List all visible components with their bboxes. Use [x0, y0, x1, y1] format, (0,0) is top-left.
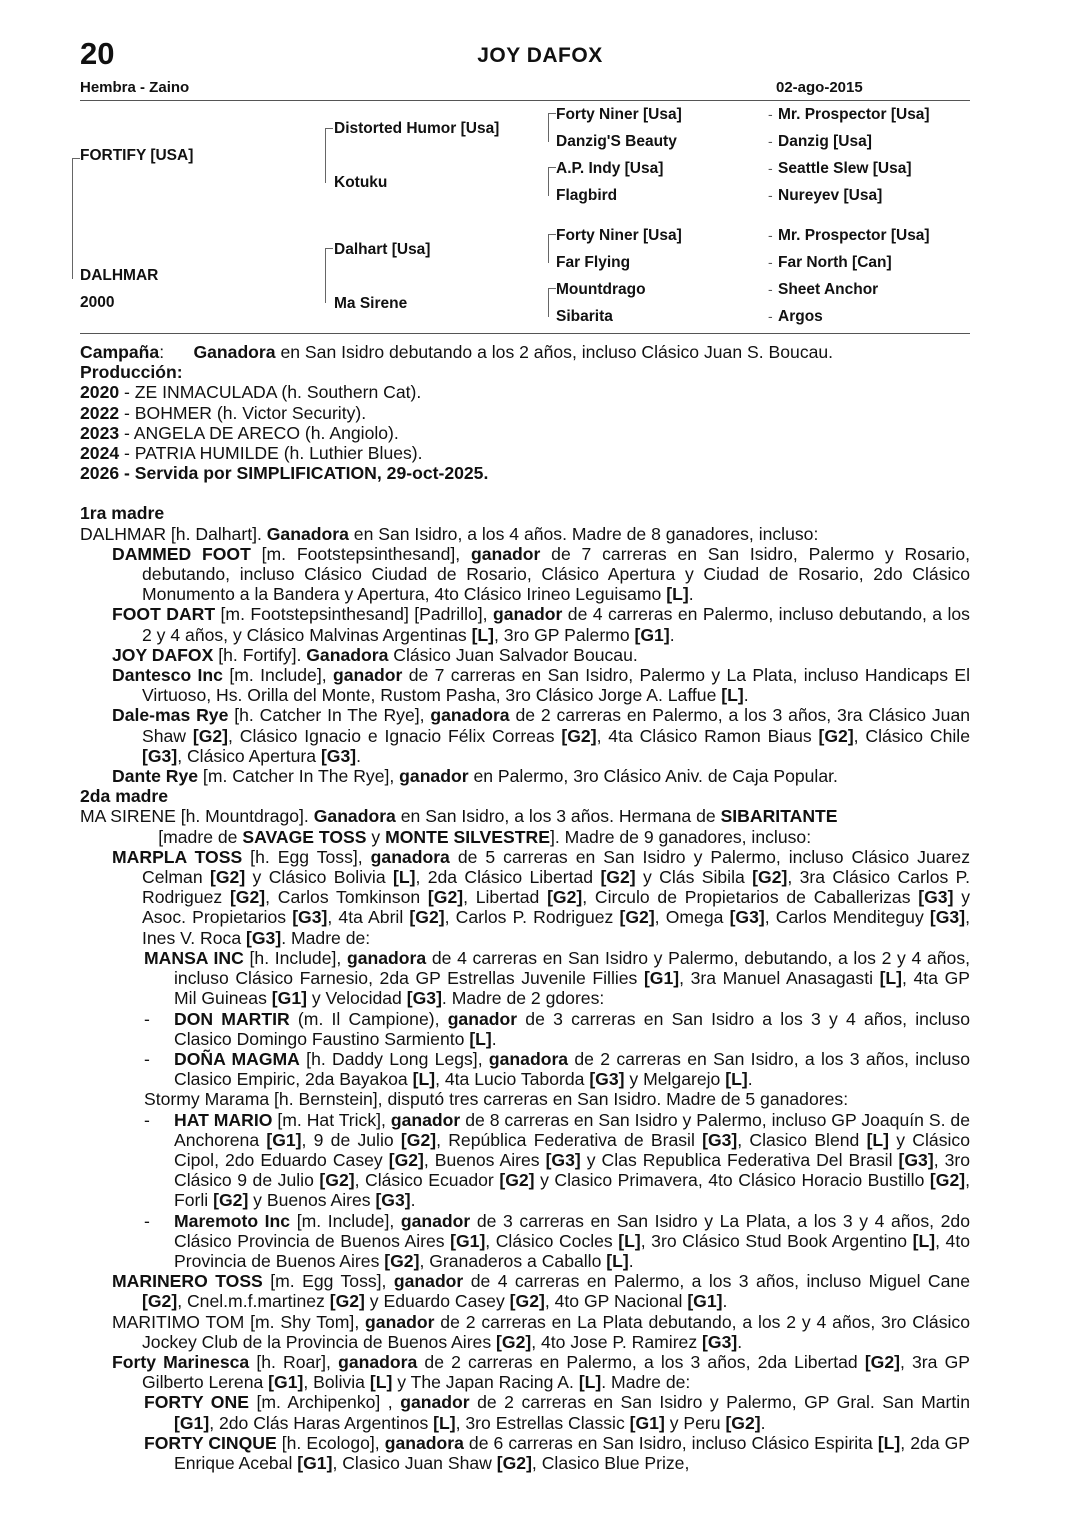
g3-2: Danzig'S Beauty [556, 133, 677, 150]
g3-7: Mountdrago [556, 281, 646, 298]
horse-name: JOY DAFOX [477, 44, 603, 67]
g3-6: Far Flying [556, 254, 631, 271]
first-dam-title: 1ra madre [80, 503, 165, 524]
g2-4: Ma Sirene [334, 295, 408, 312]
g3-4: Flagbird [556, 187, 618, 204]
g4-dash-5: - [768, 227, 773, 243]
g2-bracket-2 [325, 248, 333, 303]
produce-entry: MARPLA TOSS [h. Egg Toss], ganadora de 5 carreras en San Isidro y Palermo, incluso Clásico Juarez Celman [G2] y Clásico Bolivia [L], 2da Clásico Libertad [G2] y Clás Sibila [G2], 3ra Clásico Carlos P. Rodriguez [G2], Carlos Tomkinson [G2], Libertad [G2], Circulo de Propietarios de Caballerizas [G3] y Asoc. Propietarios [G3], 4ta Abril [G2], Carlos P. Rodriguez [G2], Omega [G3], Carlos Menditeguy [G3], Ines V. Roca [G3]. Madre de: [112, 846, 971, 948]
g4-4: Nureyev [Usa] [778, 187, 883, 204]
produce-entry: Dantesco Inc [m. Include], ganador de 7 carreras en San Isidro, Palermo y La Plata, incluso Handicaps El Virtuoso, Hs. Orilla del Monte, Rustom Pasha, 3ro Clásico Jorge A. Laffue [L]. [112, 665, 970, 706]
produce-entry: Dante Rye [m. Catcher In The Rye], ganador en Palermo, 3ro Clásico Aniv. de Caja Popular. [112, 766, 838, 787]
production-item: 2020 - ZE INMACULADA (h. Southern Cat). [80, 382, 422, 403]
campaign: Campaña: Ganadora en San Isidro debutando a los 2 años, incluso Clásico Juan S. Boucau. [80, 342, 834, 362]
g4-7: Sheet Anchor [778, 281, 879, 298]
g3-bracket-4 [548, 288, 556, 317]
top-rule [80, 100, 970, 101]
dam: DALHMAR [80, 267, 159, 284]
production-item: 2022 - BOHMER (h. Victor Security). [80, 402, 367, 423]
g4-dash-2: - [768, 133, 773, 149]
produce-entry: - DOÑA MAGMA [h. Daddy Long Legs], ganadora de 2 carreras en San Isidro, a los 3 años, incluso Clasico Empiric, 2da Bayakoa [L], 4ta Lucio Taborda [G3] y Melgarejo [L]. [144, 1048, 970, 1090]
g3-bracket-2 [548, 167, 556, 196]
production-title: Producción: [80, 362, 183, 383]
g4-dash-1: - [768, 106, 773, 122]
produce-entry: - DON MARTIR (m. Il Campione), ganador de 3 carreras en San Isidro a los 3 y 4 años, incluso Clasico Domingo Faustino Sarmiento [L]. [144, 1008, 970, 1049]
produce-entry: Forty Marinesca [h. Roar], ganadora de 2 carreras en Palermo, a los 3 años, 2da Libertad [G2], 3ra GP Gilberto Lerena [G1], Bolivia [L] y The Japan Racing A. [L]. Madre de: [112, 1351, 971, 1393]
g2-bracket-1 [325, 128, 333, 183]
g4-dash-6: - [768, 254, 773, 270]
production-service: 2026 - Servida por SIMPLIFICATION, 29-oct-2025. [80, 463, 489, 484]
produce-entry: DAMMED FOOT [m. Footstepsinthesand], ganador de 7 carreras en San Isidro, Palermo y Rosario, debutando, incluso Clásico Ciudad de Rosario, Clásico Apertura y Ciudad de Rosario, 2do Clásico Monumento a la Bandera y Apertura, 4to Clásico Irineo Leguisamo [L]. [112, 543, 971, 605]
g4-dash-4: - [768, 187, 773, 203]
production-item: 2024 - PATRIA HUMILDE (h. Luthier Blues). [80, 443, 423, 464]
g4-8: Argos [778, 308, 823, 325]
produce-entry: Dale-mas Rye [h. Catcher In The Rye], ganadora de 2 carreras en Palermo, a los 3 años, 3ra Clásico Juan Shaw [G2], Clásico Ignacio e Ignacio Félix Correas [G2], 4ta Clásico Ramon Biaus [G2], Clásico Chile [G3], Clásico Apertura [G3]. [112, 705, 971, 766]
g3-5: Forty Niner [Usa] [556, 227, 682, 244]
produce-entry: FORTY CINQUE [h. Ecologo], ganadora de 6 carreras en San Isidro, incluso Clásico Espirita [L], 2da GP Enrique Acebal [G1], Clasico Juan Shaw [G2], Clasico Blue Prize, [144, 1432, 970, 1473]
g2-3: Dalhart [Usa] [334, 241, 431, 258]
g3-3: A.P. Indy [Usa] [556, 160, 664, 177]
g4-2: Danzig [Usa] [778, 133, 872, 150]
catalog-body [80, 342, 970, 1473]
produce-entry: MARITIMO TOM [m. Shy Tom], ganador de 2 carreras en La Plata debutando, a los 2 y 4 años, 3ro Clásico Jockey Club de la Provincia de Buenos Aires [G2], 4to Jose P. Ramirez [G3]. [112, 1311, 970, 1352]
g4-dash-3: - [768, 160, 773, 176]
sire-bracket [72, 158, 80, 279]
birth-date: 02-ago-2015 [776, 79, 863, 96]
bottom-rule [80, 333, 970, 334]
produce-entry: FORTY ONE [m. Archipenko] , ganador de 2 carreras en San Isidro y Palermo, GP Gral. San Martin [G1], 2do Clás Haras Argentinos [L], 3ro Estrellas Classic [G1] y Peru [G2]. [144, 1392, 970, 1433]
produce-entry: JOY DAFOX [h. Fortify]. Ganadora Clásico Juan Salvador Boucau. [112, 644, 638, 665]
production-item: 2023 - ANGELA DE ARECO (h. Angiolo). [80, 422, 399, 443]
dam-year: 2000 [80, 294, 115, 311]
g4-1: Mr. Prospector [Usa] [778, 106, 930, 123]
sire: FORTIFY [USA] [80, 147, 194, 164]
g4-dash-7: - [768, 281, 773, 297]
g2-1: Distorted Humor [Usa] [334, 120, 500, 137]
second-dam-title: 2da madre [80, 786, 169, 807]
g4-6: Far North [Can] [778, 254, 892, 271]
g2-2: Kotuku [334, 174, 388, 191]
g4-3: Seattle Slew [Usa] [778, 160, 912, 177]
produce-entry: - Maremoto Inc [m. Include], ganador de 3 carreras en San Isidro y La Plata, a los 3 y 4 años, 2do Clásico Provincia de Buenos Aires [G1], Clásico Cocles [L], 3ro Clásico Stud Book Argentino [L], 4to Provincia de Buenos Aires [G2], Granaderos a Caballo [L]. [144, 1210, 970, 1271]
produce-entry: MANSA INC [h. Include], ganadora de 4 carreras en San Isidro y Palermo, debutando, a los 2 y 4 años, incluso Clásico Farnesio, 2da GP Estrellas Juvenile Fillies [G1], 3ra Manuel Anasagasti [L], 4ta GP Mil Guineas [G1] y Velocidad [G3]. Madre de 2 gdores: [144, 947, 971, 1009]
g3-bracket-1 [548, 113, 556, 142]
sex-coat: Hembra - Zaino [80, 79, 190, 96]
second-dam-intro: MA SIRENE [h. Mountdrago]. Ganadora en San Isidro, a los 3 años. Hermana de SIBARITANTE [madre de SAVAGE TOSS y MONTE SILVESTRE]. Madre de 9 ganadores, incluso: [80, 806, 838, 847]
g4-dash-8: - [768, 308, 773, 324]
lot-number: 20 [80, 36, 115, 71]
first-dam-intro: DALHMAR [h. Dalhart]. Ganadora en San Isidro, a los 4 años. Madre de 8 ganadores, incluso: [80, 523, 819, 544]
g4-5: Mr. Prospector [Usa] [778, 227, 930, 244]
produce-entry: FOOT DART [m. Footstepsinthesand] [Padrillo], ganador de 4 carreras en Palermo, incluso debutando, a los 2 y 4 años, y Clásico Malvinas Argentinas [L], 3ro GP Palermo [G1]. [112, 604, 970, 645]
produce-entry: - HAT MARIO [m. Hat Trick], ganador de 8 carreras en San Isidro y Palermo, incluso GP Joaquín S. de Anchorena [G1], 9 de Julio [G2], República Federativa de Brasil [G3], Clasico Blend [L] y Clásico Cipol, 2do Eduardo Casey [G2], Buenos Aires [G3] y Clas Republica Federativa Del Brasil [G3], 3ro Clásico 9 de Julio [G2], Clásico Ecuador [G2] y Clasico Primavera, 4to Clásico Horacio Bustillo [G2], Forli [G2] y Buenos Aires [G3]. [144, 1109, 970, 1211]
produce-entry: MARINERO TOSS [m. Egg Toss], ganador de 4 carreras en Palermo, a los 3 años, incluso Miguel Cane [G2], Cnel.m.f.martinez [G2] y Eduardo Casey [G2], 4to GP Nacional [G1]. [112, 1271, 970, 1312]
produce-entry: Stormy Marama [h. Bernstein], disputó tres carreras en San Isidro. Madre de 5 ganadores: [144, 1089, 849, 1110]
g3-8: Sibarita [556, 308, 613, 325]
g3-1: Forty Niner [Usa] [556, 106, 682, 123]
g3-bracket-3 [548, 234, 556, 263]
